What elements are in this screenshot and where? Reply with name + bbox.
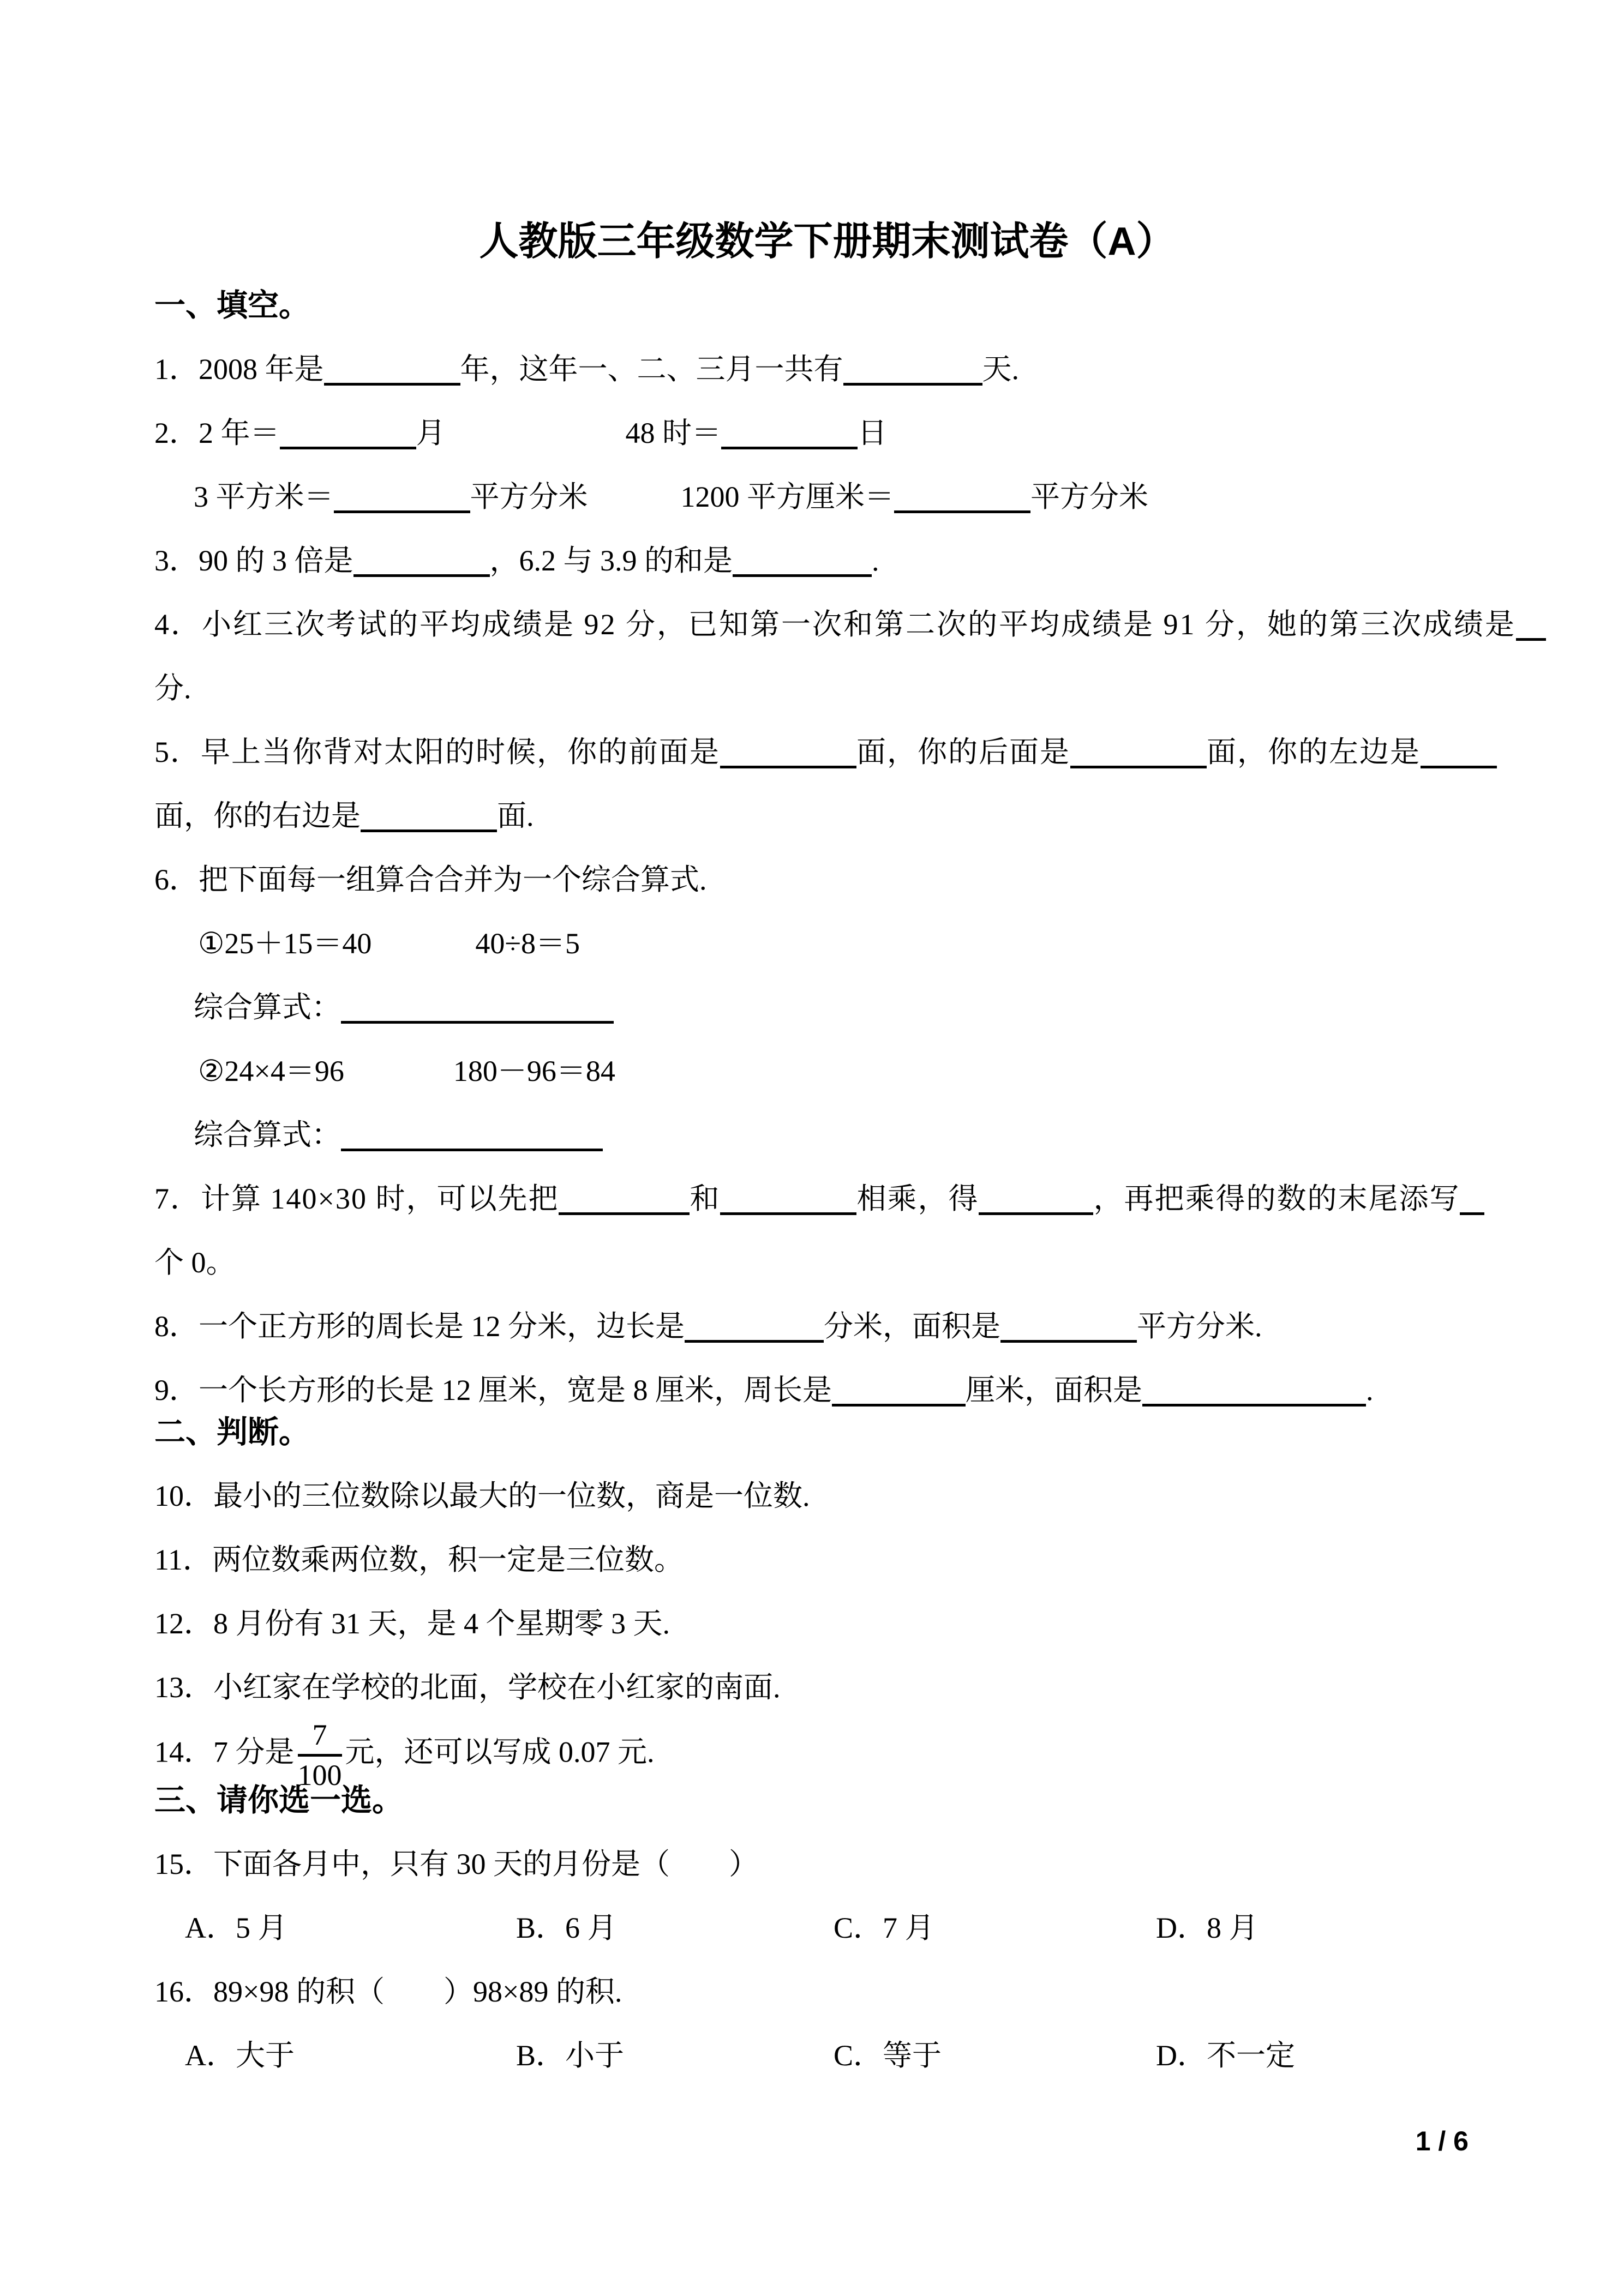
question-line	[154, 912, 1500, 976]
page-title: 人教版三年级数学下册期末测试卷（A）	[479, 220, 1176, 263]
question-line	[154, 720, 1500, 784]
answer-blank	[843, 353, 982, 386]
answer-blank	[324, 353, 460, 386]
answer-blank	[832, 1374, 966, 1407]
text-run: 12．8 月份有 31 天，是 4 个星期零 3 天.	[154, 1607, 670, 1640]
answer-blank	[361, 800, 497, 832]
question-line	[154, 1167, 1500, 1231]
answer-blank	[733, 545, 872, 577]
text-run: 1200 平方厘米＝	[680, 480, 894, 513]
text-run: 48 时＝	[625, 417, 721, 449]
answer-blank	[685, 1311, 824, 1343]
answer-blank	[559, 1183, 690, 1215]
text-run: 平方分米	[470, 480, 588, 513]
text-run: 相乘，得	[856, 1182, 979, 1215]
question-line	[154, 1528, 1500, 1592]
page-number: 1 / 6	[1415, 2126, 1469, 2157]
answer-blank	[721, 417, 858, 449]
text-run: 厘米，面积是	[966, 1374, 1142, 1407]
fraction-denominator: 100	[297, 1758, 342, 1792]
option-choice: A．5 月	[185, 1912, 287, 1945]
text-run: 8．一个正方形的周长是 12 分米，边长是	[154, 1310, 685, 1343]
fraction-numerator: 7	[298, 1720, 342, 1757]
question-line	[154, 784, 1500, 848]
text-run: 10．最小的三位数除以最大的一位数，商是一位数.	[154, 1480, 810, 1512]
question-line	[154, 1592, 1500, 1656]
answer-blank	[334, 481, 470, 513]
option-choice: B．小于	[516, 2039, 625, 2072]
question-line	[154, 657, 1500, 720]
text-run: 16．89×98 的积（ ）98×89 的积.	[154, 1975, 622, 2009]
answer-blank	[1070, 736, 1207, 768]
option-choice: C．7 月	[834, 1912, 934, 1945]
answer-blank	[720, 736, 856, 768]
question-line	[154, 1464, 1500, 1528]
spacer	[446, 442, 626, 443]
text-run: .	[872, 544, 879, 577]
spacer	[344, 1080, 453, 1081]
text-run: 综合算式：	[194, 991, 341, 1024]
answer-blank	[353, 545, 490, 577]
section-heading: 二、判断。	[154, 1415, 310, 1450]
text-run: 个 0。	[154, 1246, 236, 1279]
answer-blank	[341, 991, 614, 1024]
question-line	[154, 338, 1500, 401]
text-run: 综合算式：	[194, 1119, 341, 1151]
section-heading: 三、请你选一选。	[154, 1783, 403, 1818]
answer-blank	[894, 481, 1030, 513]
option-choice: D．不一定	[1156, 2039, 1295, 2072]
text-run: 和	[690, 1182, 721, 1215]
question-line	[154, 1231, 1500, 1295]
options-row	[154, 2024, 1500, 2088]
question-line	[154, 976, 1500, 1039]
answer-blank	[1516, 609, 1546, 641]
text-run: 7．计算 140×30 时，可以先把	[154, 1182, 559, 1215]
answer-blank	[720, 1183, 856, 1215]
text-run: .	[1366, 1374, 1374, 1407]
question-line	[154, 465, 1500, 529]
answer-blank	[1460, 1183, 1484, 1215]
text-run: ①25＋15＝40	[198, 927, 372, 960]
question-line	[154, 1656, 1500, 1720]
options-row	[154, 1896, 1500, 1960]
text-run: 2．2 年＝	[154, 417, 280, 449]
text-run: 平方分米.	[1137, 1310, 1262, 1343]
option-choice: C．等于	[834, 2039, 942, 2072]
text-run: 面.	[497, 800, 534, 832]
answer-blank	[1421, 736, 1497, 768]
question-line	[154, 401, 1500, 465]
text-run: 元，还可以写成 0.07 元.	[345, 1735, 655, 1769]
text-run: 天.	[982, 353, 1019, 386]
option-choice: D．8 月	[1156, 1912, 1259, 1945]
text-run: 4．小红三次考试的平均成绩是 92 分，已知第一次和第二次的平均成绩是 91 分，她的第三次成绩是	[154, 608, 1516, 641]
text-run: 180－96＝84	[453, 1055, 615, 1087]
text-run: 40÷8＝5	[475, 927, 580, 960]
question-line	[154, 1295, 1500, 1359]
question-line	[154, 848, 1500, 912]
question-line	[154, 1960, 1500, 2024]
question-line	[154, 1832, 1500, 1896]
text-run: 分米，面积是	[824, 1310, 1000, 1343]
question-line	[154, 1359, 1500, 1422]
text-run: 11．两位数乘两位数，积一定是三位数。	[154, 1543, 684, 1576]
text-run: 日	[858, 417, 887, 449]
option-choice: B．6 月	[516, 1912, 617, 1945]
text-run: ，6.2 与 3.9 的和是	[489, 544, 733, 577]
text-run: 平方分米	[1030, 480, 1148, 513]
text-run: ②24×4＝96	[198, 1055, 344, 1087]
text-run: 分.	[154, 672, 191, 705]
answer-blank	[341, 1119, 603, 1151]
text-run: 面，你的左边是	[1207, 736, 1421, 768]
question-line	[154, 1039, 1500, 1103]
question-line	[154, 593, 1516, 657]
option-choice: A．大于	[185, 2039, 295, 2072]
spacer	[588, 506, 681, 507]
text-run: 月	[416, 417, 446, 449]
text-run: 1．2008 年是	[154, 353, 324, 386]
answer-blank	[979, 1183, 1093, 1215]
question-line	[154, 529, 1500, 593]
answer-blank	[280, 417, 416, 449]
text-run: 面，你的右边是	[154, 800, 361, 832]
question-line	[154, 1103, 1500, 1167]
text-run: 5．早上当你背对太阳的时候，你的前面是	[154, 736, 720, 768]
text-run: 13．小红家在学校的北面，学校在小红家的南面.	[154, 1671, 781, 1704]
answer-blank	[1000, 1311, 1137, 1343]
text-run: 面，你的后面是	[856, 736, 1070, 768]
text-run: 3．90 的 3 倍是	[154, 544, 353, 577]
text-run: 年，这年一、二、三月一共有	[460, 353, 843, 386]
text-run: 6．把下面每一组算合合并为一个综合算式.	[154, 863, 707, 896]
text-run: 3 平方米＝	[194, 480, 334, 513]
text-run: 9．一个长方形的长是 12 厘米，宽是 8 厘米，周长是	[154, 1374, 832, 1407]
answer-blank	[1142, 1374, 1366, 1407]
section-heading: 一、填空。	[154, 288, 310, 323]
exam-body	[154, 274, 1516, 2088]
text-run: 14．7 分是	[154, 1735, 295, 1769]
text-run: ，再把乘得的数的末尾添写	[1093, 1182, 1460, 1215]
text-run: 15．下面各月中，只有 30 天的月份是（ ）	[154, 1848, 758, 1881]
